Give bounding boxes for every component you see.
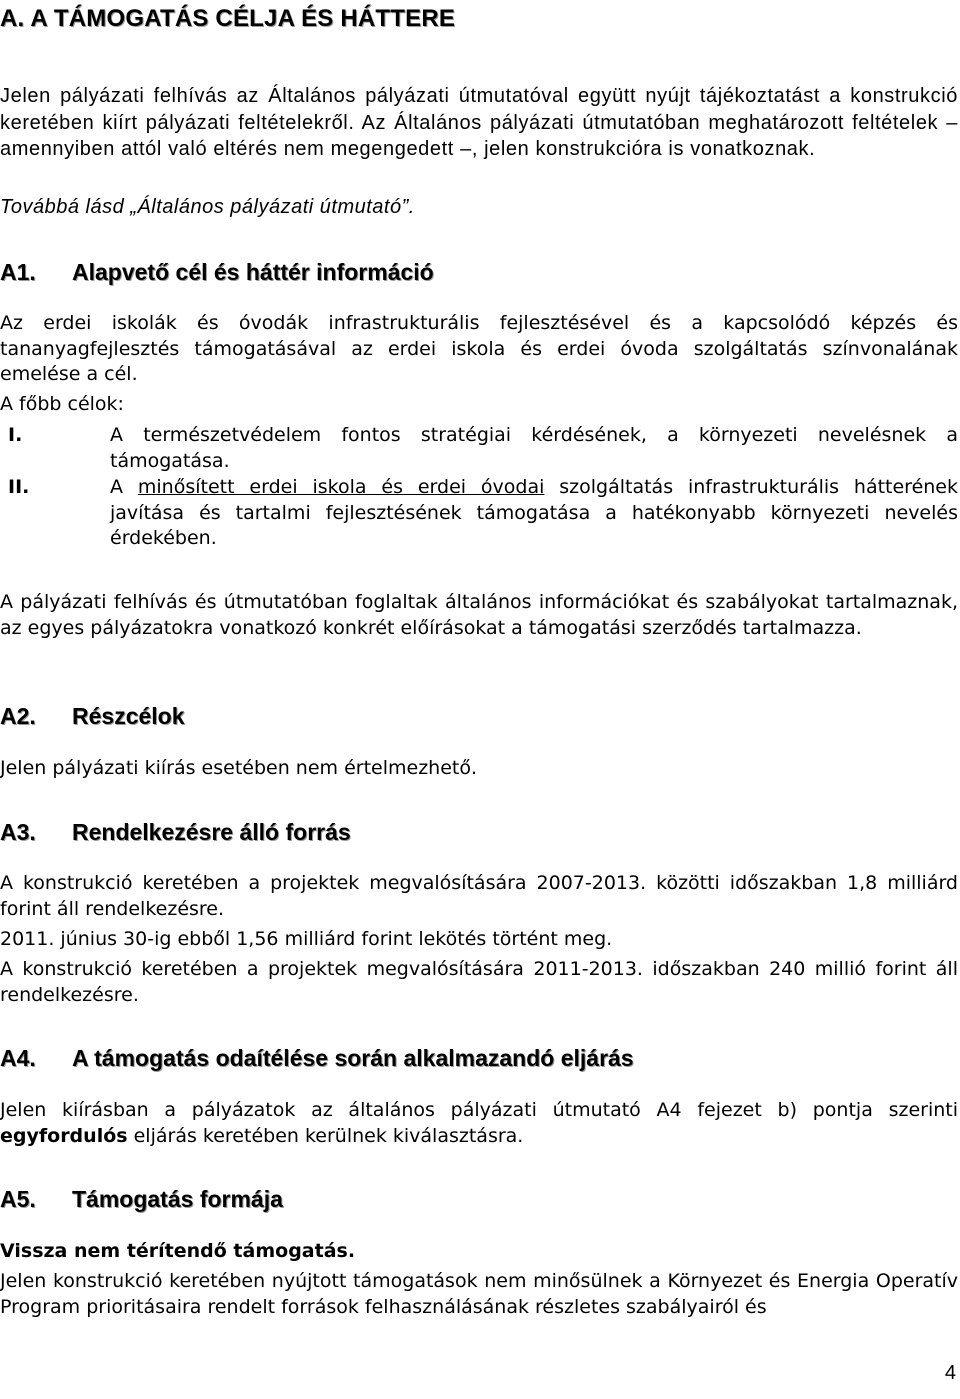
section-a4-heading xyxy=(0,1043,634,1073)
section-a4-title: A támogatás odaítélése során alkalmazandó eljárás xyxy=(72,1045,634,1071)
section-a4-number: A4. xyxy=(0,1045,36,1071)
section-a4-text-start: Jelen kiírásban a pályázatok az általános pályázati útmutató A4 fejezet b) pontja szerinti xyxy=(0,1099,958,1121)
section-a1-number: A1. xyxy=(0,259,36,285)
section-a5-title: Támogatás formája xyxy=(72,1186,283,1212)
section-a4-paragraph xyxy=(0,1098,958,1149)
section-a2-heading xyxy=(0,701,185,731)
goals-list xyxy=(0,423,958,552)
section-a2-paragraph: Jelen pályázati kiírás esetében nem értelmezhető. xyxy=(0,757,478,779)
section-a3-paragraph-1: A konstrukció keretében a projektek megvalósítására 2007-2013. közötti időszakban 1,8 milliárd forint áll rendelkezésre. xyxy=(0,872,958,920)
section-a5-number: A5. xyxy=(0,1186,36,1212)
section-a1-paragraph: Az erdei iskolák és óvodák infrastrukturális fejlesztésével és a kapcsolódó képzés és tananyagfejlesztés támogatásával az erdei iskola és erdei óvoda szolgáltatás színvonalának emelése a cél. xyxy=(0,312,958,385)
goal-item-1 xyxy=(0,423,958,474)
section-a4-text-bold: egyfordulós xyxy=(0,1124,128,1147)
main-heading: A. A TÁMOGATÁS CÉLJA ÉS HÁTTERE xyxy=(0,5,456,32)
section-a1-heading xyxy=(0,257,434,287)
section-a3-paragraph-3: A konstrukció keretében a projektek megvalósítására 2011-2013. időszakban 240 millió forint áll rendelkezésre. xyxy=(0,958,958,1006)
section-a3-title: Rendelkezésre álló forrás xyxy=(72,819,351,845)
goal-text-end: szolgáltatás infrastrukturális hátterének javítása és tartalmi fejlesztésének támogatása a hatékonyabb környezeti nevelés érdekében. xyxy=(110,476,958,549)
goal-number: II. xyxy=(8,476,30,498)
section-a2-number: A2. xyxy=(0,703,36,729)
intro-paragraph: Jelen pályázati felhívás az Általános pályázati útmutatóval együtt nyújt tájékoztatást a konstrukció keretében kiírt pályázati feltételekről. Az Általános pályázati útmutatóban meghatározott feltételek – amennyiben attól való eltérés nem megengedett –, jelen konstrukcióra is vonatkoznak. xyxy=(0,85,958,160)
goals-label: A főbb célok: xyxy=(0,393,124,415)
goal-text: A természetvédelem fontos stratégiai kérdésének, a környezeti nevelésnek a támogatása. xyxy=(110,424,958,472)
section-a3-number: A3. xyxy=(0,819,36,845)
section-a5-bold-line: Vissza nem térítendő támogatás. xyxy=(0,1240,356,1262)
section-a5-heading xyxy=(0,1184,283,1214)
page-number: 4 xyxy=(944,1362,956,1384)
section-a4-text-end: eljárás keretében kerülnek kiválasztásra. xyxy=(127,1124,524,1147)
goal-text-underlined: minősített erdei iskola és erdei óvodai xyxy=(137,476,545,498)
goal-number: I. xyxy=(8,424,23,446)
section-a1-closing: A pályázati felhívás és útmutatóban foglaltak általános információkat és szabályokat tartalmaznak, az egyes pályázatokra vonatkozó konkrét előírásokat a támogatási szerződés tartalmazza. xyxy=(0,591,958,639)
section-a3-paragraph-2: 2011. június 30-ig ebből 1,56 milliárd forint lekötés történt meg. xyxy=(0,928,613,950)
section-a1-title: Alapvető cél és háttér információ xyxy=(72,259,434,285)
section-a2-title: Részcélok xyxy=(72,703,185,729)
goal-text-start: A xyxy=(110,476,138,498)
goal-item-2 xyxy=(0,475,958,552)
section-a5-paragraph: Jelen konstrukció keretében nyújtott támogatások nem minősülnek a Környezet és Energia Operatív Program prioritásaira rendelt források felhasználásának részletes szabályairól és xyxy=(0,1270,958,1318)
intro-note: Továbbá lásd „Általános pályázati útmutató”. xyxy=(0,196,415,218)
section-a3-heading xyxy=(0,817,351,847)
